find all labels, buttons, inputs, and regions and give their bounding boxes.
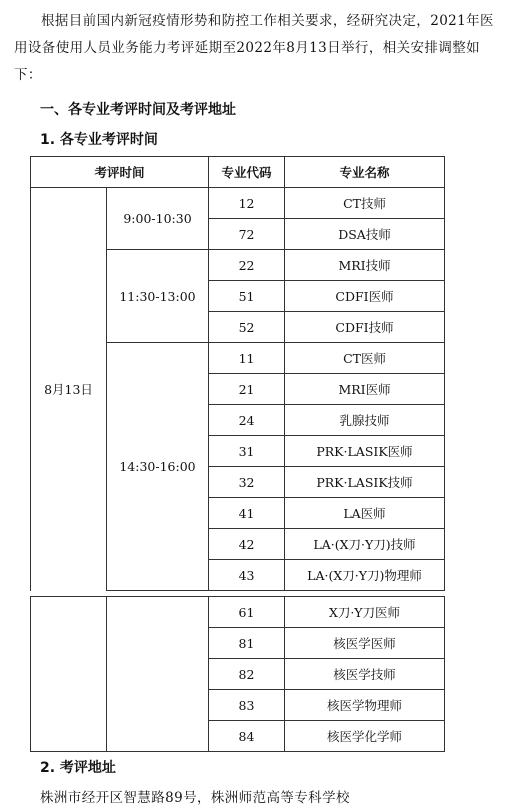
intro-paragraph: 根据目前国内新冠疫情形势和防控工作相关要求，经研究决定，2021年医用设备使用人员业务能力考评延期至2022年8月13日举行，相关安排调整如下： (14, 13, 494, 83)
header-specialty-name: 专业名称 (285, 157, 445, 188)
specialty-name: 核医学技师 (285, 659, 445, 690)
exam-date-cell: 8月13日 (31, 188, 107, 591)
header-exam-time: 考评时间 (31, 157, 209, 188)
specialty-code: 41 (209, 498, 285, 529)
specialty-name: LA·(X刀·Y刀)物理师 (285, 560, 445, 591)
section-heading-1: 一、各专业考评时间及考评地址 (40, 102, 236, 118)
specialty-code: 84 (209, 721, 285, 752)
specialty-code: 51 (209, 281, 285, 312)
exam-time-cell: 14:30-16:00 (107, 343, 209, 591)
exam-time-cell: 11:30-13:00 (107, 250, 209, 343)
specialty-code: 82 (209, 659, 285, 690)
specialty-code: 24 (209, 405, 285, 436)
specialty-name: 核医学化学师 (285, 721, 445, 752)
specialty-name: PRK·LASIK医师 (285, 436, 445, 467)
specialty-code: 83 (209, 690, 285, 721)
exam-date-cell-continued (31, 597, 107, 752)
specialty-code: 11 (209, 343, 285, 374)
header-specialty-code: 专业代码 (209, 157, 285, 188)
specialty-name: MRI技师 (285, 250, 445, 281)
specialty-code: 61 (209, 597, 285, 628)
exam-schedule-table (30, 156, 445, 591)
specialty-code: 21 (209, 374, 285, 405)
specialty-name: CT医师 (285, 343, 445, 374)
subheading-exam-address: 2. 考评地址 (40, 760, 116, 776)
specialty-name: CT技师 (285, 188, 445, 219)
subheading-exam-time: 1. 各专业考评时间 (40, 132, 158, 148)
specialty-code: 31 (209, 436, 285, 467)
specialty-code: 32 (209, 467, 285, 498)
specialty-code: 72 (209, 219, 285, 250)
table-row (31, 188, 445, 219)
exam-time-cell: 9:00-10:30 (107, 188, 209, 250)
table-header-row (31, 157, 445, 188)
specialty-name: MRI医师 (285, 374, 445, 405)
specialty-name: LA·(X刀·Y刀)技师 (285, 529, 445, 560)
specialty-code: 22 (209, 250, 285, 281)
specialty-name: DSA技师 (285, 219, 445, 250)
specialty-code: 12 (209, 188, 285, 219)
exam-schedule-table-continued (30, 596, 445, 752)
specialty-code: 42 (209, 529, 285, 560)
specialty-name: 核医学物理师 (285, 690, 445, 721)
specialty-name: X刀·Y刀医师 (285, 597, 445, 628)
specialty-code: 52 (209, 312, 285, 343)
specialty-name: PRK·LASIK技师 (285, 467, 445, 498)
exam-address: 株洲市经开区智慧路89号，株洲师范高等专科学校 (40, 790, 350, 806)
table-row (31, 597, 445, 628)
specialty-code: 81 (209, 628, 285, 659)
exam-time-cell-continued (107, 597, 209, 752)
specialty-name: 乳腺技师 (285, 405, 445, 436)
specialty-name: LA医师 (285, 498, 445, 529)
specialty-name: CDFI技师 (285, 312, 445, 343)
specialty-name: CDFI医师 (285, 281, 445, 312)
specialty-name: 核医学医师 (285, 628, 445, 659)
specialty-code: 43 (209, 560, 285, 591)
